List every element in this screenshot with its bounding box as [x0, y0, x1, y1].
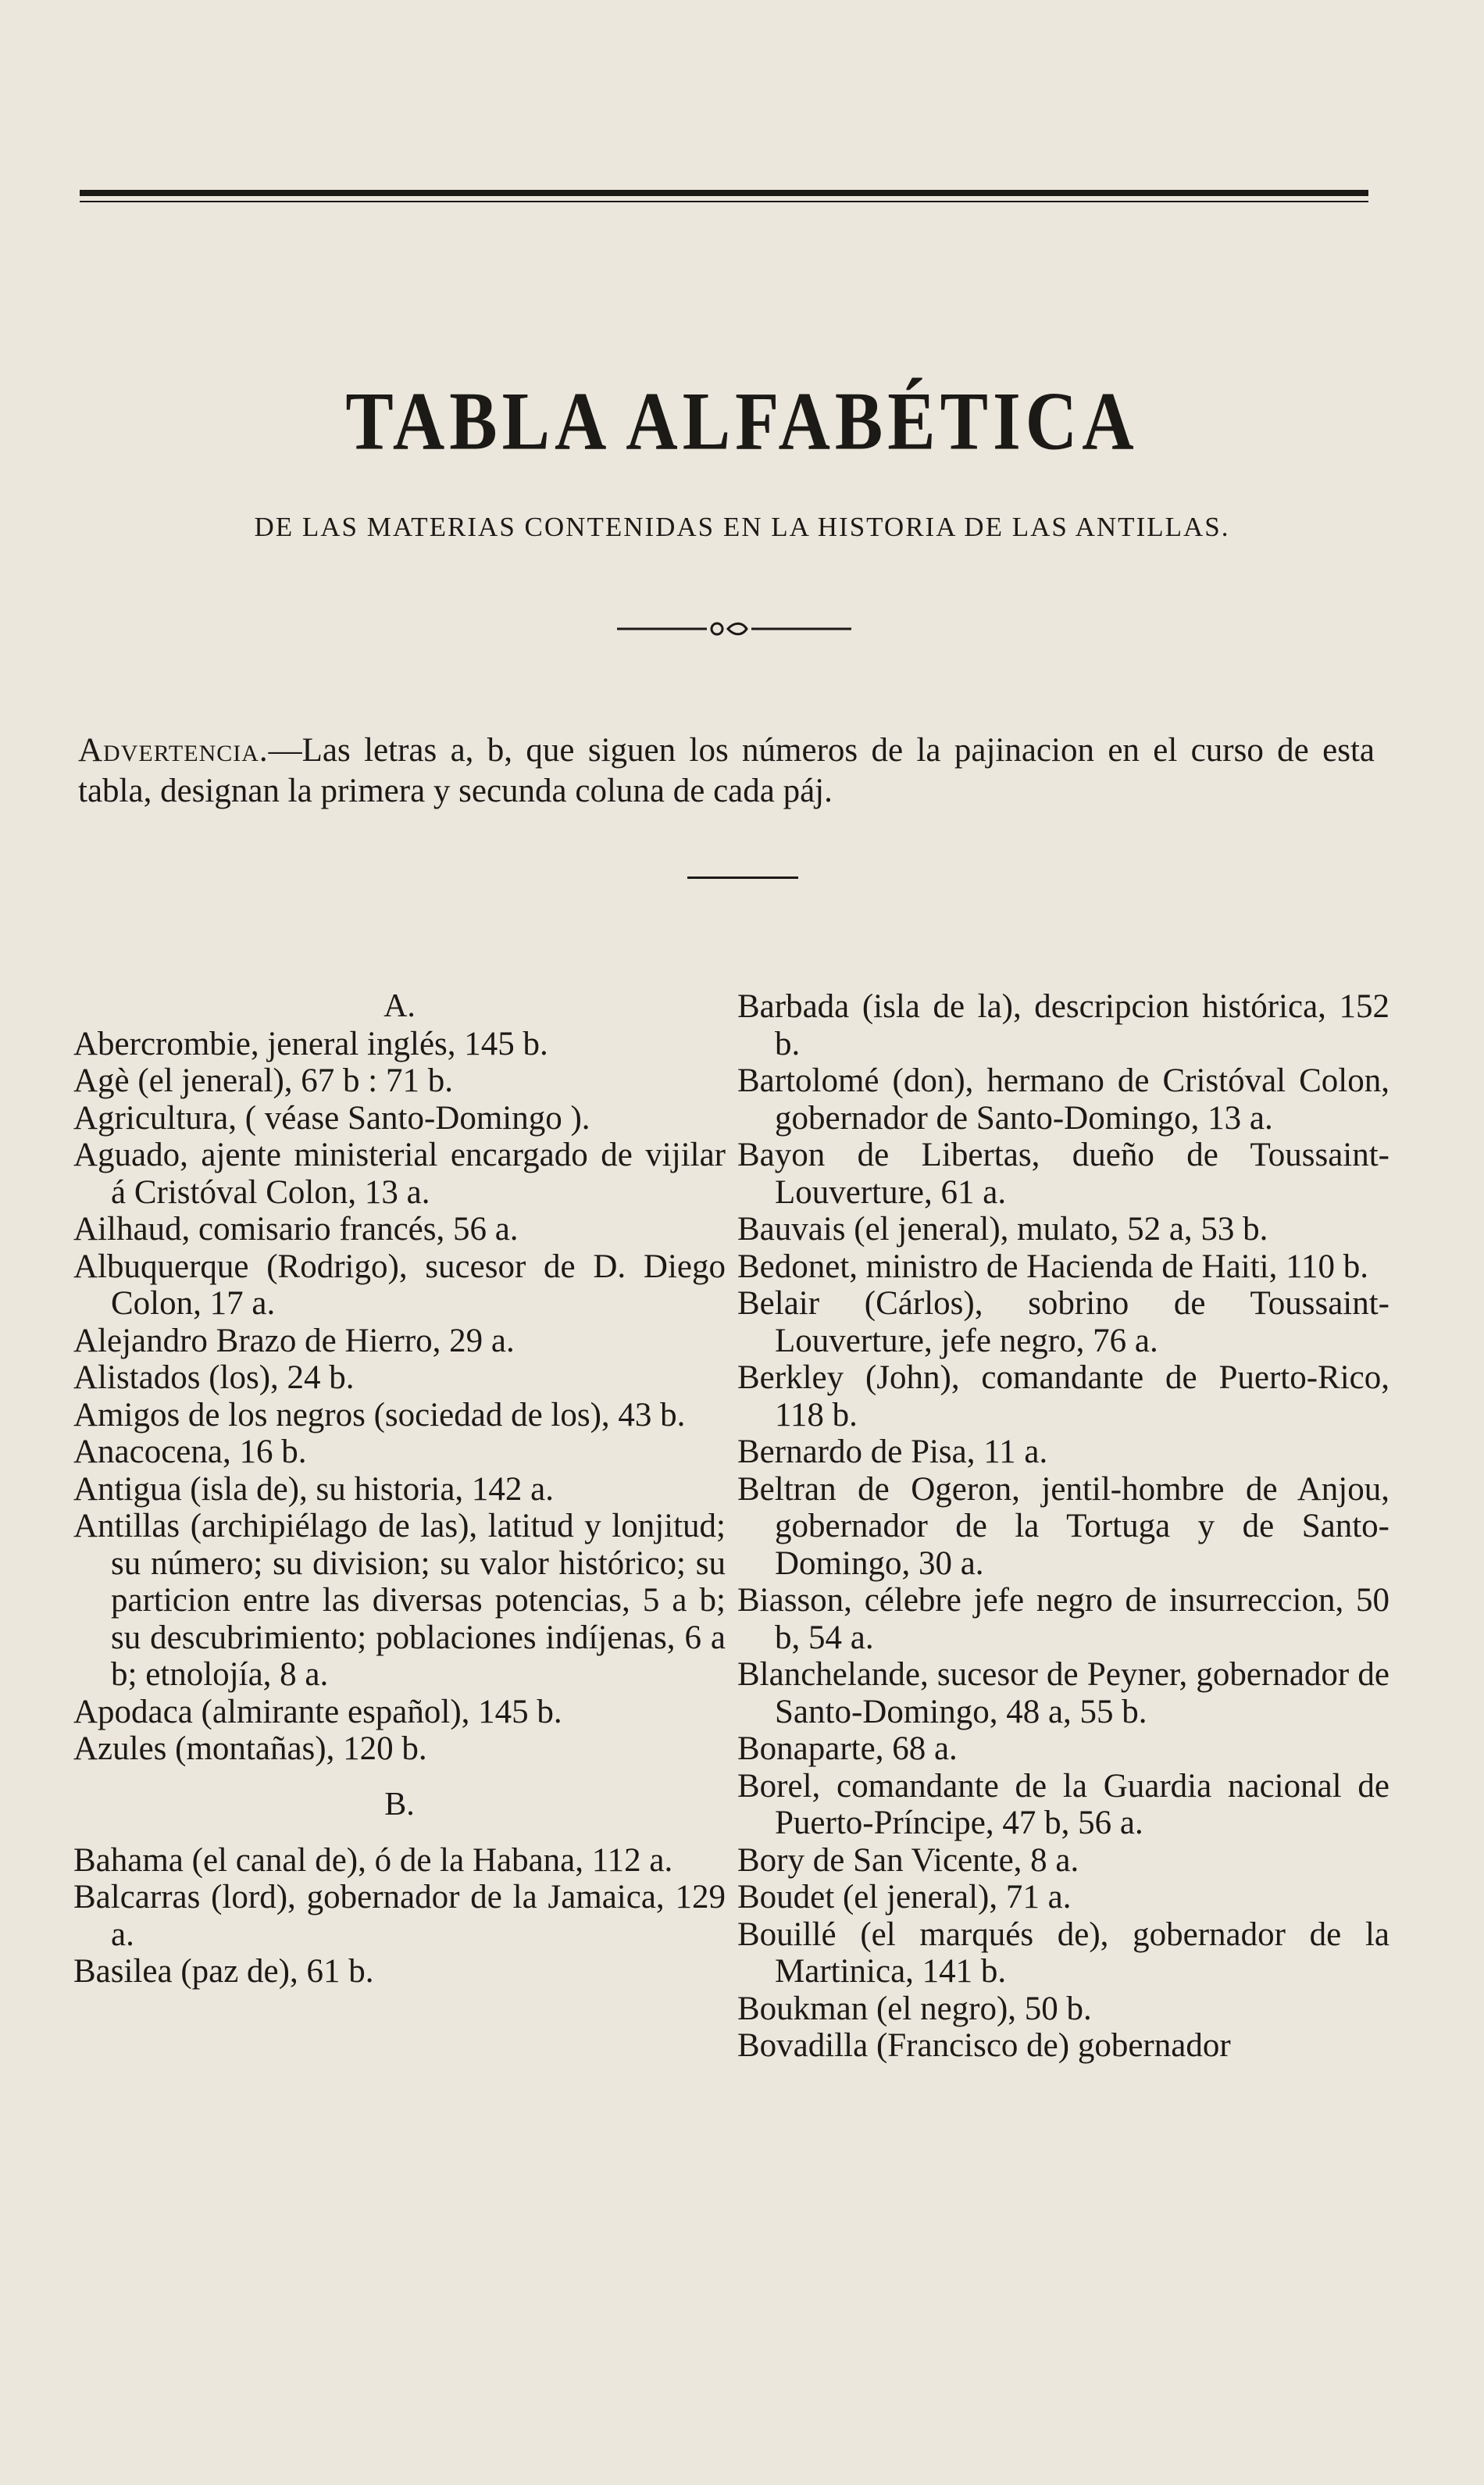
index-entry: Berkley (John), comandante de Puerto-Rico, 118 b. — [737, 1359, 1389, 1434]
index-entry: Bonaparte, 68 a. — [737, 1730, 958, 1767]
advertencia-text: —Las letras a, b, que siguen los números de la pajinacion en el curso de esta tabla, designan la primera y secunda coluna de cada páj. — [78, 732, 1375, 809]
ornament-divider — [617, 619, 851, 638]
index-entry: Anacocena, 16 b. — [73, 1434, 307, 1470]
index-entry: Ailhaud, comisario francés, 56 a. — [73, 1211, 519, 1248]
index-column-left — [73, 988, 726, 1990]
index-entry: Balcarras (lord), gobernador de la Jamaica, 129 a. — [73, 1879, 726, 1953]
index-column-right — [737, 988, 1389, 2065]
index-entry: Belair (Cárlos), sobrino de Toussaint-Louverture, jefe negro, 76 a. — [737, 1285, 1389, 1359]
index-entry: Azules (montañas), 120 b. — [73, 1730, 427, 1767]
index-entry: Apodaca (almirante español), 145 b. — [73, 1693, 562, 1730]
index-entry: Antigua (isla de), su historia, 142 a. — [73, 1470, 555, 1508]
index-entry: Borel, comandante de la Guardia nacional de Puerto-Príncipe, 47 b, 56 a. — [737, 1767, 1389, 1841]
index-entry: Albuquerque (Rodrigo), sucesor de D. Diego Colon, 17 a. — [73, 1248, 726, 1322]
section-letter-a: A. — [383, 988, 416, 1024]
index-entry: Alistados (los), 24 b. — [73, 1359, 355, 1396]
index-entry: Aguado, ajente ministerial encargado de vijilar á Cristóval Colon, 13 a. — [73, 1137, 726, 1211]
index-entry: Bedonet, ministro de Hacienda de Haiti, 110 b. — [737, 1248, 1369, 1285]
index-entry: Bory de San Vicente, 8 a. — [737, 1841, 1079, 1879]
index-entry: Bauvais (el jeneral), mulato, 52 a, 53 b. — [737, 1211, 1268, 1248]
index-entry: Agè (el jeneral), 67 b : 71 b. — [73, 1062, 453, 1099]
index-entry: Bartolomé (don), hermano de Cristóval Colon, gobernador de Santo-Domingo, 13 a. — [737, 1062, 1389, 1137]
index-entry: Abercrombie, jeneral inglés, 145 b. — [73, 1025, 548, 1062]
index-entry: Bahama (el canal de), ó de la Habana, 112 a. — [73, 1841, 673, 1879]
index-entry: Bouillé (el marqués de), gobernador de la Martinica, 141 b. — [737, 1916, 1389, 1990]
index-entry: Alejandro Brazo de Hierro, 29 a. — [73, 1322, 515, 1359]
index-entry: Boudet (el jeneral), 71 a. — [737, 1879, 1072, 1916]
index-entry: Biasson, célebre jefe negro de insurreccion, 50 b, 54 a. — [737, 1582, 1389, 1656]
section-letter-b: B. — [384, 1786, 415, 1823]
top-thin-rule — [80, 201, 1368, 202]
advertencia-note — [78, 730, 1375, 812]
index-entry: Agricultura, ( véase Santo-Domingo ). — [73, 1099, 590, 1137]
short-divider — [687, 877, 798, 879]
index-entry: Amigos de los negros (sociedad de los), 43 b. — [73, 1396, 686, 1434]
page-title: TABLA ALFABÉTICA — [345, 375, 1139, 467]
index-entry: Antillas (archipiélago de las), latitud y lonjitud; su número; su division; su valor histórico; su particion entre las diversas potencias, 5 a b; su descubrimiento; poblaciones indíjenas, 6 a b; etnolojía, 8 a. — [73, 1508, 726, 1693]
index-entry: Blanchelande, sucesor de Peyner, gobernador de Santo-Domingo, 48 a, 55 b. — [737, 1656, 1389, 1730]
index-entry: Bovadilla (Francisco de) gobernador — [737, 2027, 1231, 2064]
advertencia-label: Advertencia. — [78, 732, 269, 769]
index-entry: Bernardo de Pisa, 11 a. — [737, 1434, 1048, 1470]
index-entry: Basilea (paz de), 61 b. — [73, 1953, 374, 1990]
index-entry: Bayon de Libertas, dueño de Toussaint-Louverture, 61 a. — [737, 1137, 1389, 1211]
index-entry: Beltran de Ogeron, jentil-hombre de Anjou, gobernador de la Tortuga y de Santo-Domingo, 30 a. — [737, 1470, 1389, 1582]
top-thick-rule — [80, 190, 1368, 196]
index-entry: Barbada (isla de la), descripcion histórica, 152 b. — [737, 988, 1389, 1062]
page-subtitle: DE LAS MATERIAS CONTENIDAS EN LA HISTORIA DE LAS ANTILLAS. — [254, 512, 1230, 542]
index-entry: Boukman (el negro), 50 b. — [737, 1990, 1092, 2027]
